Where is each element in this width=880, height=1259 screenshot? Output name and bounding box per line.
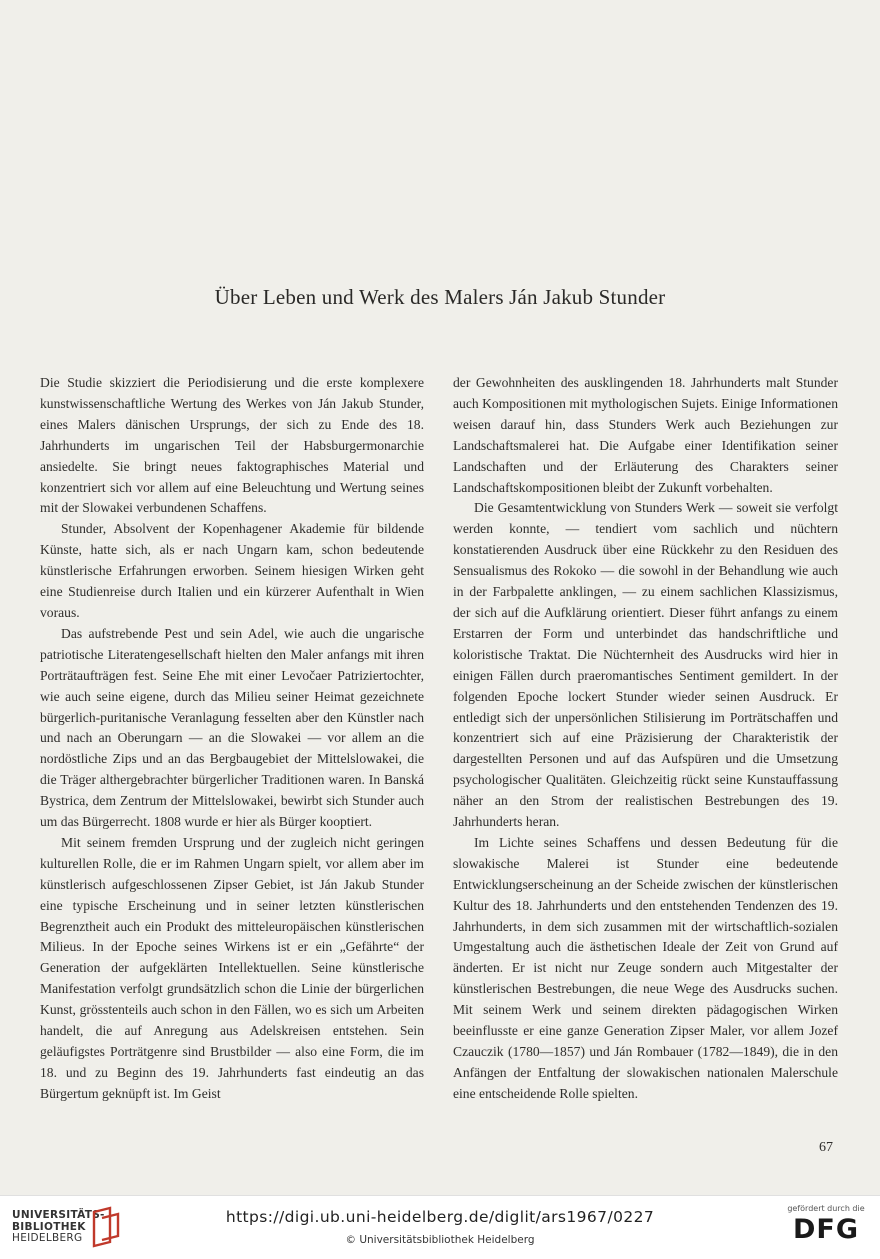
dfg-badge[interactable] (786, 1204, 866, 1245)
library-name-line: HEIDELBERG (12, 1232, 83, 1244)
page-number: 67 (819, 1140, 833, 1155)
paragraph: Mit seinem fremden Ursprung und der zugleich nicht geringen kulturellen Rolle, die er im Rahmen Ungarn spielt, vor allem aber im künstlerisch aufgeschlossenen Zipser Gebiet, ist Ján Jakub Stunder eine typische Erscheinung und in seiner letzten künstlerischen Begrenztheit auch ein Produkt des mitteleuropäischen künstlerischen Milieus. In der Epoche seines Wirkens ist er ein „Gefährte“ der Generation der aufgeklärten Intellektuellen. Seine künstlerische Manifestation verfolgt grundsätzlich schon die Linie der bürgerlichen Kunst, grösstenteils auch schon in den Fällen, wo es sich um Arbeiten handelt, die auf Anregung aus Adelskreisen entstehen. Sein geläufigstes Porträtgenre sind Brustbilder — also eine Form, die im 18. und zu Beginn des 19. Jahrhunderts fast eindeutig an das Bürgertum geknüpft ist. Im Geist (40, 834, 424, 1101)
article-title: Über Leben und Werk des Malers Ján Jakub Stunder (214, 285, 666, 309)
copyright-text: © Universitätsbibliothek Heidelberg (345, 1234, 535, 1246)
paragraph: Das aufstrebende Pest und sein Adel, wie auch die ungarische patriotische Literatengesellschaft hielten den Maler anfangs mit ihren Porträtaufträgen fest. Seine Ehe mit einer Levočaer Patriziertochter, wie auch seine eigene, durch das Milieu seiner Heimat gezeichnete bürgerlich-puritanische Veranlagung fesselten aber den Künstler nach und nach an Oberungarn — an die Slowakei — vor allem an die nordöstliche Zips und an das Bergbaugebiet der Mittelslowakei, die die Träger althergebrachter bürgerlicher Traditionen waren. In Banská Bystrica, dem Zentrum der Mittelslowakei, bewirbt sich Stunder auch um das Bürgerrecht. 1808 wurde er hier als Bürger kooptiert. (40, 625, 424, 830)
paragraph: Stunder, Absolvent der Kopenhagener Akademie für bildende Künste, hatte sich, als er nach Ungarn kam, schon bedeutende künstlerische Erfahrungen erworben. Seinem hiesigen Wirken geht eine Studienreise durch Italien und ein kürzerer Aufenthalt in Wien voraus. (40, 521, 424, 620)
document-url-link[interactable]: https://digi.ub.uni-heidelberg.de/diglit/ars1967/0227 (225, 1208, 655, 1226)
paragraph: Die Gesamtentwicklung von Stunders Werk — soweit sie verfolgt werden konnte, — tendiert vom sachlich und nüchtern konstatierenden Ausdruck über eine Rückkehr zu den Residuen des Sensualismus des Rokoko — die sowohl in der Behandlung wie auch in der Farbpalette anklingen, — zu einem sachlichen Klassizismus, der sich auf die Aufklärung orientiert. Dieser führt anfangs zu einem Erstarren der Form und unterbindet das handschriftliche und koloristische Traktat. Die Nüchternheit des Ausdrucks wird hier in einigen Fällen durch praeromantisches Sentiment gemildert. In der folgenden Epoche lockert Stunder wieder seinen Ausdruck. Er entledigt sich der unpersönlichen Stilisierung im Porträtschaffen und konzentriert sich auf eine Präzisierung der Charakteristik der dargestellten Personen und auf das Aufspüren und die Umsetzung psychologischer Qualitäten. Gleichzeitig rückt seine Kunstauffassung näher an den Strom der realistischen Bestrebungen des 19. Jahrhunderts heran. (453, 500, 838, 830)
paragraph: Die Studie skizziert die Periodisierung und die erste komplexere kunstwissenschaftliche Wertung des Werkes von Ján Jakub Stunder, eines Malers dänischen Ursprungs, der sich zu Ende des 18. Jahrhunderts im ungarischen Teil der Habsburgermonarchie ansiedelte. Sie bringt neues faktographisches Material und konzentriert sich vor allem auf eine Beleuchtung und Wertung seines mit der Slowakei verbundenen Schaffens. (40, 375, 424, 516)
right-column (453, 373, 838, 1105)
paragraph: Im Lichte seines Schaffens und dessen Bedeutung für die slowakische Malerei ist Stunder eine bedeutende Entwicklungserscheinung an der Scheide zwischen der künstlerischen Kultur des 18. Jahrhunderts und den entstehenden Tendenzen des 19. Jahrhunderts, in dem sich zusammen mit der wirtschaftlich-sozialen Umgestaltung auch die ästhetischen Ideale der Zeit von Grund auf änderten. Er ist nicht nur Zeuge sondern auch Mitgestalter der künstlerischen Bestrebungen, die neue Wege des Ausdrucks suchen. Mit seinem Werk und seinem direkten pädagogischen Wirken beeinflusste er eine ganze Generation Zipser Maler, vor allem Jozef Czauczik (1780—1857) und Ján Rombauer (1782—1849), die in den Anfängen der Entfaltung der slowakischen nationalen Malerschule eine entscheidende Rolle spielten. (453, 834, 838, 1101)
left-column (40, 373, 424, 1105)
dfg-logo: DFG (792, 1214, 860, 1245)
library-name-line: BIBLIOTHEK (12, 1220, 86, 1233)
footer-bar (0, 1195, 880, 1259)
paragraph: der Gewohnheiten des ausklingenden 18. Jahrhunderts malt Stunder auch Kompositionen mit mythologischen Sujets. Einige Informationen weisen darauf hin, dass Stunders Werk auch Beziehungen zur Landschaftsmalerei hat. Die Aufgabe einer Identifikation seiner Landschaften und der Erläuterung des Charakters seiner Landschaftskompositionen bleibt der Zukunft vorbehalten. (453, 375, 838, 495)
library-name-line: UNIVERSITÄTS- (12, 1209, 105, 1221)
sponsor-text: gefördert durch die (787, 1204, 865, 1213)
